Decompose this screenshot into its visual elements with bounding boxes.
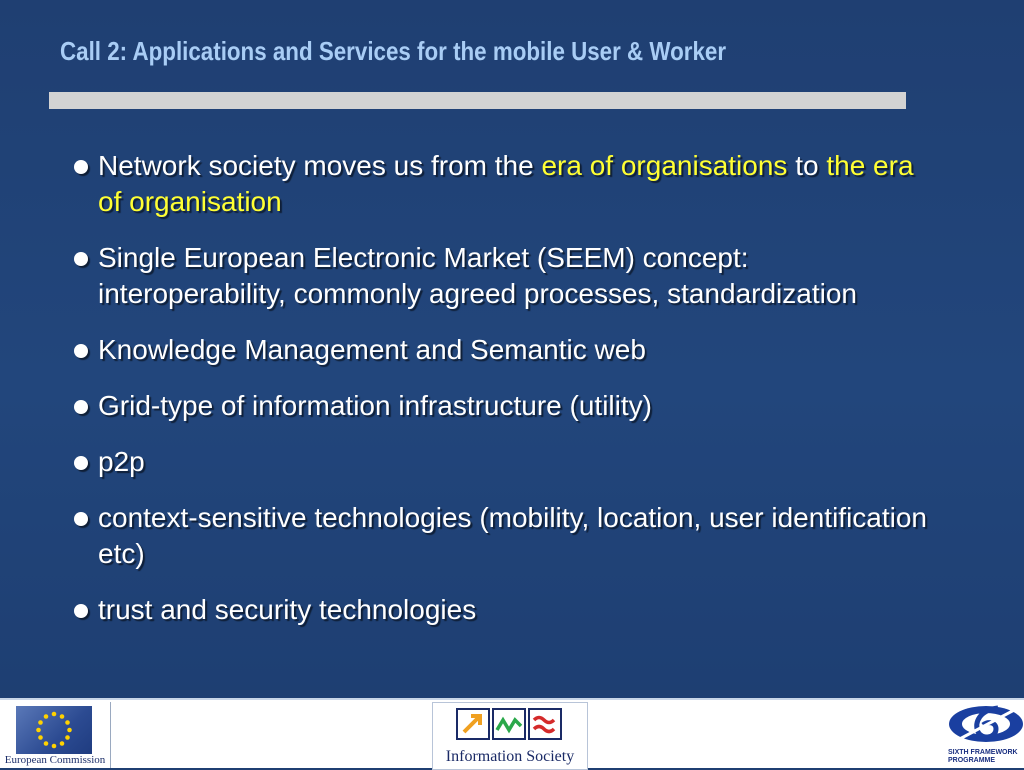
bullet-text-highlight: the era of organisation <box>98 150 914 217</box>
fp6-emblem-icon <box>946 702 1024 748</box>
eu-flag-icon <box>16 706 92 754</box>
bullet-dot-icon <box>74 512 88 526</box>
information-society-logo <box>432 702 588 770</box>
information-society-icons <box>455 706 563 742</box>
bullet-dot-icon <box>74 604 88 618</box>
sixth-framework-logo <box>946 702 1024 768</box>
bullet-item <box>72 148 932 220</box>
european-commission-label: European Commission <box>4 754 106 766</box>
bullet-text: trust and security technologies <box>98 594 477 625</box>
information-society-label: Information Society <box>445 748 575 765</box>
bullet-item <box>72 388 932 424</box>
european-commission-logo <box>0 702 111 768</box>
sixth-framework-label: SIXTH FRAMEWORK PROGRAMME <box>948 749 1018 764</box>
bullet-item <box>72 592 932 628</box>
slide-title: Call 2: Applications and Services for the mobile User & Worker <box>60 36 727 66</box>
title-divider <box>49 92 906 109</box>
bullet-text-highlight: era of organisations <box>541 150 788 181</box>
bullet-text: p2p <box>98 446 145 477</box>
bullet-item <box>72 240 932 312</box>
bullet-list <box>72 148 932 648</box>
bullet-item <box>72 444 932 480</box>
bullet-dot-icon <box>74 456 88 470</box>
bullet-dot-icon <box>74 344 88 358</box>
bullet-text-segment: to <box>787 150 827 181</box>
bullet-dot-icon <box>74 160 88 174</box>
bullet-item <box>72 500 932 572</box>
bullet-text: Knowledge Management and Semantic web <box>98 334 646 365</box>
bullet-text: context-sensitive technologies (mobility, location, user identification etc) <box>98 502 928 569</box>
bullet-text: Single European Electronic Market (SEEM) concept: interoperability, commonly agreed processes, standardization <box>98 242 857 309</box>
bullet-dot-icon <box>74 400 88 414</box>
bullet-text-segment: Network society moves us from the <box>98 150 542 181</box>
bullet-item <box>72 332 932 368</box>
bullet-dot-icon <box>74 252 88 266</box>
bullet-text: Grid-type of information infrastructure (utility) <box>98 390 652 421</box>
